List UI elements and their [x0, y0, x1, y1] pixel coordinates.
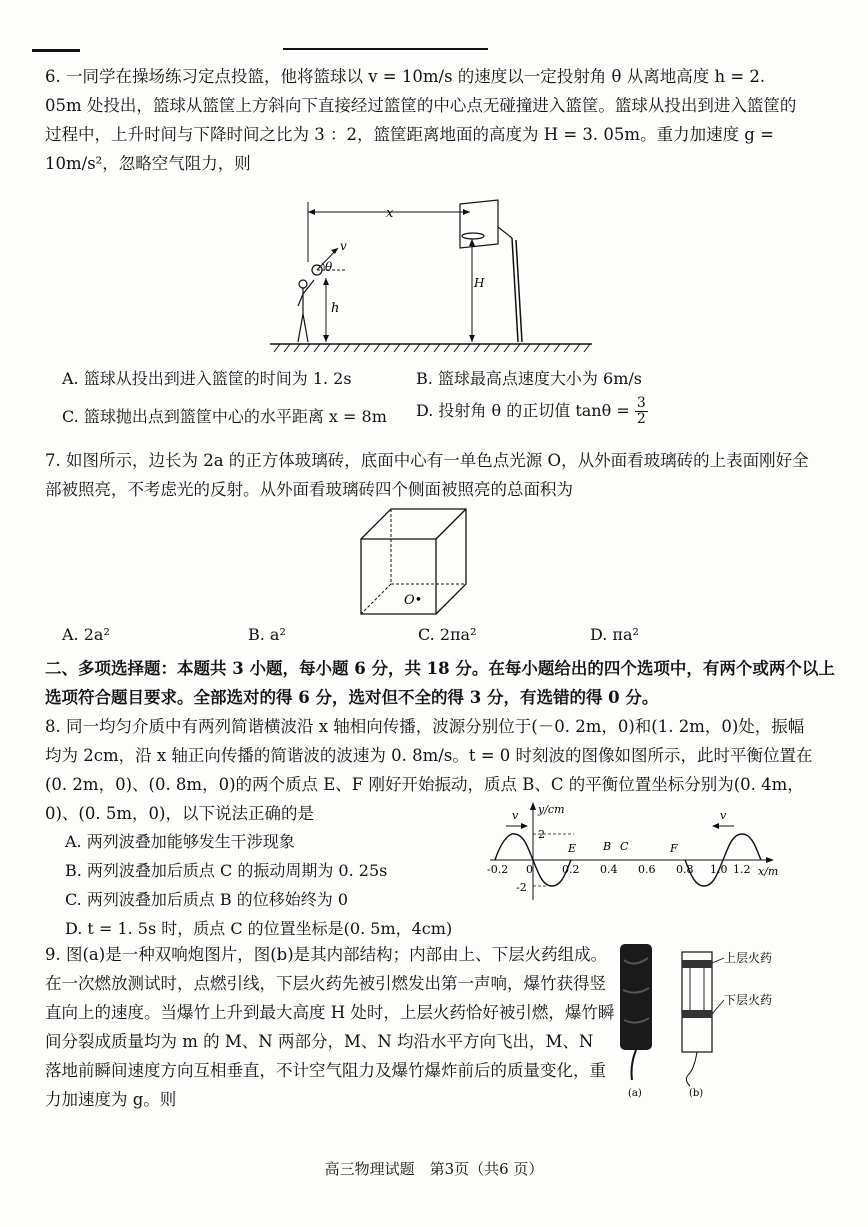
question-6 — [45, 62, 805, 178]
wave-left-v: v — [512, 809, 519, 822]
point-E: E — [568, 842, 577, 855]
question-8-options — [65, 827, 485, 937]
tick-0-6: 0.6 — [638, 863, 656, 876]
tick-0: 0 — [526, 863, 533, 876]
q8-option-c[interactable]: C. 两列波叠加后质点 B 的位移始终为 0 — [65, 890, 349, 909]
tick-0-4: 0.4 — [600, 863, 618, 876]
label-b: (b) — [689, 1088, 704, 1099]
q6-option-c[interactable]: C. 篮球抛出点到篮筐中心的水平距离 x = 8m — [62, 407, 387, 426]
q7-option-a[interactable]: A. 2a² — [62, 625, 110, 644]
tick-0-2: 0.2 — [562, 863, 580, 876]
q6-option-d-fraction — [635, 396, 648, 427]
question-7-text: 7. 如图所示，边长为 2a 的正方体玻璃砖，底面中心有一单色点光源 O，从外面看玻璃砖的上表面刚好全部被照亮，不考虑光的反射。从外面看玻璃砖四个侧面被照亮的总面积为 — [45, 451, 809, 499]
fig7-O-label: O• — [404, 593, 423, 608]
fig6-theta-label: θ — [325, 260, 333, 274]
question-9-text: 9. 图(a)是一种双响炮图片，图(b)是其内部结构；内部由上、下层火药组成。在一次燃放测试时，点燃引线，下层火药先被引燃发出第一声响，爆竹获得竖直向上的速度。当爆竹上升到最大高度 H 处时，上层火药恰好被引燃，爆竹瞬间分裂成质量均为 m 的 M、N 两部分，M、N 均沿水平方向飞出，M、N 落地前瞬间速度方向互相垂直，不计空气阻力及爆竹爆炸前后的质量变化，重力加速度为 g。则 — [45, 945, 615, 1109]
tick-1-2: 1.2 — [733, 863, 751, 876]
tick-neg-0-2: -0.2 — [487, 863, 509, 876]
label-a: (a) — [628, 1088, 642, 1099]
q6-option-d-denominator: 2 — [636, 411, 646, 427]
question-7-options — [62, 625, 842, 649]
basketball-figure — [260, 192, 600, 354]
q6-option-d-numerator: 3 — [636, 395, 646, 411]
graph-ylabel: y/cm — [538, 803, 565, 816]
q6-option-d-text: D. 投射角 θ 的正切值 tanθ = — [416, 401, 630, 420]
graph-xlabel: x/m — [758, 865, 779, 878]
page-footer: 高三物理试题 第3页（共6 页） — [324, 1160, 544, 1178]
q8-option-b[interactable]: B. 两列波叠加后质点 C 的振动周期为 0. 25s — [65, 861, 388, 880]
q8-option-a[interactable]: A. 两列波叠加能够发生干涉现象 — [65, 832, 295, 851]
wave-right-v: v — [720, 809, 727, 822]
tick-0-8: 0.8 — [676, 863, 694, 876]
q7-option-d[interactable]: D. πa² — [590, 625, 639, 644]
question-7 — [45, 446, 815, 504]
wave-graph — [486, 800, 786, 904]
fig6-v-label: v — [340, 239, 347, 253]
question-8-text: 8. 同一均匀介质中有两列简谐横波沿 x 轴相向传播，波源分别位于(－0. 2m，0)和(1. 2m，0)处，振幅均为 2cm，沿 x 轴正向传播的简谐波的波速为 0. 8m/s。t = 0 时刻波的图像如图所示，此时平衡位置在(0. 2m，0)、(0. 8m，0)的两个质点 E、F 刚好开始振动，质点 B、C 的平衡位置坐标分别为(0. 4m，0)、(0. 5m，0)，以下说法正确的是 — [45, 717, 813, 823]
graph-ym2: -2 — [516, 881, 527, 894]
q7-option-c[interactable]: C. 2πa² — [418, 625, 477, 644]
question-6-options — [62, 366, 842, 446]
point-F: F — [670, 842, 678, 855]
section-2-heading: 二、多项选择题：本题共 3 小题，每小题 6 分，共 18 分。在每小题给出的四个选项中，有两个或两个以上选项符合题目要求。全部选对的得 6 分，选对但不全的得 3 分，有选错的得 0 分。 — [45, 659, 835, 707]
question-9 — [45, 940, 615, 1114]
graph-y2: 2 — [538, 828, 545, 841]
fig6-h-label: h — [331, 301, 340, 316]
q7-option-b[interactable]: B. a² — [248, 625, 286, 644]
fig6-H-label: H — [474, 276, 485, 290]
cube-figure — [358, 506, 478, 618]
label-lower-powder: 下层火药 — [724, 993, 773, 1007]
fig6-x-label: x — [386, 206, 394, 221]
firecracker-figure — [614, 940, 794, 1105]
label-upper-powder: 上层火药 — [724, 951, 773, 965]
tick-1-0: 1.0 — [710, 863, 728, 876]
point-B: B — [603, 840, 612, 853]
top-rule-left — [32, 49, 80, 52]
top-rule-right — [283, 48, 488, 50]
q6-option-b[interactable]: B. 篮球最高点速度大小为 6m/s — [416, 369, 642, 388]
question-6-text: 6. 一同学在操场练习定点投篮，他将篮球以 v = 10m/s 的速度以一定投射角 θ 从离地高度 h = 2. 05m 处投出，篮球从篮筐上方斜向下直接经过篮筐的中心点无碰撞进入篮筐。篮球从投出到进入篮筐的过程中，上升时间与下降时间之比为 3 ：2，篮筐距离地面的高度为 H = 3. 05m。重力加速度 g = 10m/s²，忽略空气阻力，则 — [45, 67, 797, 173]
q8-option-d[interactable]: D. t = 1. 5s 时，质点 C 的位置坐标是(0. 5m，4cm) — [65, 919, 453, 938]
q6-option-a[interactable]: A. 篮球从投出到进入篮筐的时间为 1. 2s — [62, 369, 352, 388]
q6-option-d[interactable] — [416, 396, 648, 427]
point-C: C — [620, 840, 629, 853]
